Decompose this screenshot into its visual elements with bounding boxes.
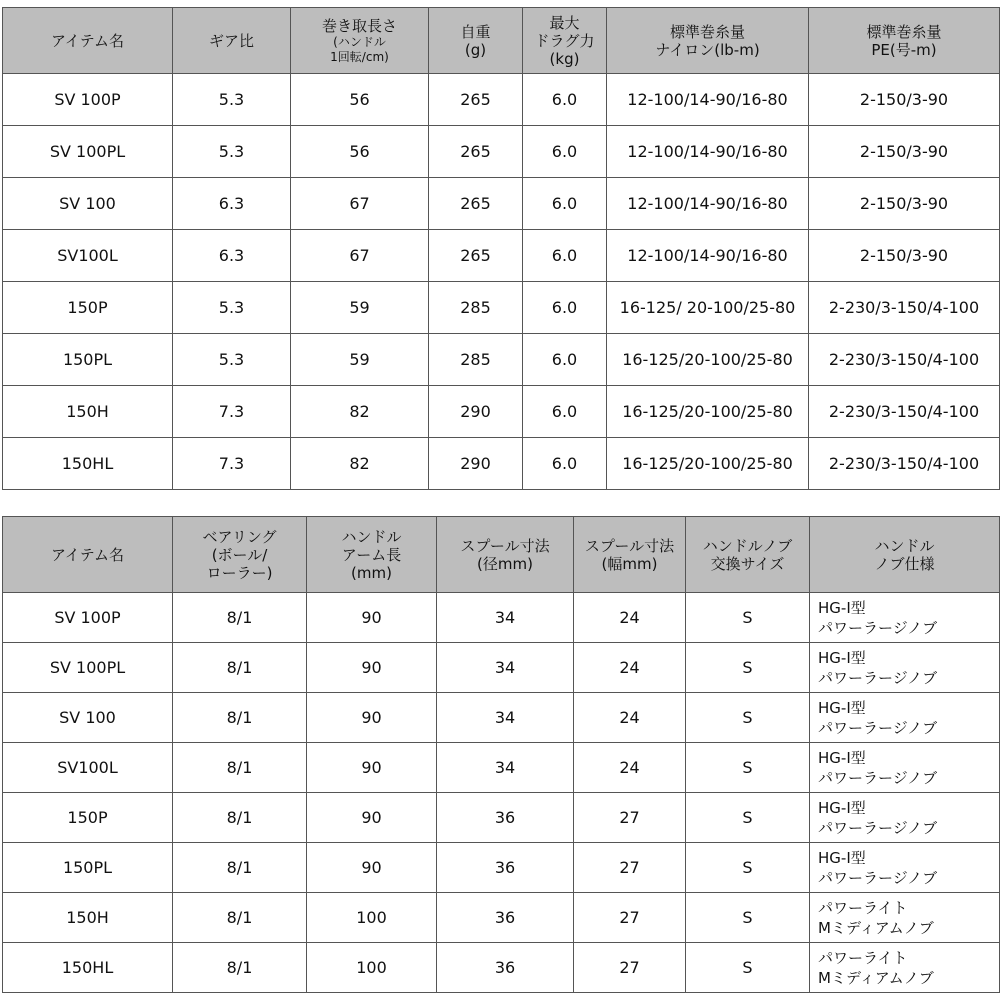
table-cell: 6.0 bbox=[523, 126, 607, 178]
table-cell: 150P bbox=[3, 793, 173, 843]
cell-line: パワーラージノブ bbox=[818, 768, 938, 787]
spec-table-1 bbox=[2, 7, 1000, 490]
header-line: スプール寸法 bbox=[460, 536, 550, 555]
table-cell: 12-100/14-90/16-80 bbox=[607, 230, 809, 282]
header-line: (mm) bbox=[351, 563, 392, 582]
column-header bbox=[291, 8, 429, 74]
column-header bbox=[173, 517, 307, 593]
table-cell: 67 bbox=[291, 178, 429, 230]
table-cell-knob bbox=[810, 793, 1000, 843]
table-cell: 6.0 bbox=[523, 74, 607, 126]
table-cell: 27 bbox=[574, 893, 686, 943]
table-cell: 34 bbox=[437, 693, 574, 743]
table-cell: 6.0 bbox=[523, 386, 607, 438]
table-cell: 59 bbox=[291, 334, 429, 386]
table-cell: 16-125/ 20-100/25-80 bbox=[607, 282, 809, 334]
table-cell: 6.0 bbox=[523, 438, 607, 490]
column-header bbox=[809, 8, 1000, 74]
table-cell: 16-125/20-100/25-80 bbox=[607, 334, 809, 386]
table-cell: 24 bbox=[574, 693, 686, 743]
table-cell: 36 bbox=[437, 893, 574, 943]
table-cell: 8/1 bbox=[173, 893, 307, 943]
table-cell: SV 100 bbox=[3, 178, 173, 230]
table-row bbox=[3, 126, 1000, 178]
table-cell: 5.3 bbox=[173, 334, 291, 386]
header-line: ナイロン(lb-m) bbox=[655, 40, 760, 59]
cell-line: パワーラージノブ bbox=[818, 668, 938, 687]
table-cell: 8/1 bbox=[173, 843, 307, 893]
column-header bbox=[437, 517, 574, 593]
header-line: 交換サイズ bbox=[710, 554, 785, 573]
cell-line: パワーラージノブ bbox=[818, 818, 938, 837]
column-header bbox=[173, 8, 291, 74]
table-cell: 12-100/14-90/16-80 bbox=[607, 178, 809, 230]
cell-line: HG-I型 bbox=[818, 648, 866, 667]
table-cell: 16-125/20-100/25-80 bbox=[607, 386, 809, 438]
header-line: (kg) bbox=[549, 49, 580, 68]
header-line: 標準巻糸量 bbox=[866, 22, 942, 41]
table-cell: 82 bbox=[291, 386, 429, 438]
table-row bbox=[3, 386, 1000, 438]
cell-line: Mミディアムノブ bbox=[818, 968, 934, 987]
table-cell: SV 100P bbox=[3, 593, 173, 643]
table-cell: 5.3 bbox=[173, 282, 291, 334]
spec-table-2 bbox=[2, 516, 1000, 993]
header-line: ノブ仕様 bbox=[874, 554, 935, 573]
table-cell: SV 100PL bbox=[3, 126, 173, 178]
table-cell-knob bbox=[810, 593, 1000, 643]
cell-line: HG-I型 bbox=[818, 748, 866, 767]
column-header bbox=[429, 8, 523, 74]
table-row bbox=[3, 334, 1000, 386]
table-cell: SV100L bbox=[3, 230, 173, 282]
table-cell: 2-150/3-90 bbox=[809, 74, 1000, 126]
cell-line: パワーラージノブ bbox=[818, 618, 938, 637]
column-header bbox=[523, 8, 607, 74]
table-cell-knob bbox=[810, 943, 1000, 993]
table-cell: S bbox=[686, 643, 810, 693]
table-cell: 7.3 bbox=[173, 438, 291, 490]
table-cell: 2-150/3-90 bbox=[809, 126, 1000, 178]
table-cell: 27 bbox=[574, 843, 686, 893]
header-line: 巻き取長さ bbox=[321, 16, 397, 35]
table-cell: 56 bbox=[291, 126, 429, 178]
table-cell: 27 bbox=[574, 793, 686, 843]
cell-line: パワーラージノブ bbox=[818, 868, 938, 887]
header-subline: (ハンドル bbox=[333, 34, 386, 49]
header-line: ハンドルノブ bbox=[702, 536, 793, 555]
table-cell: 34 bbox=[437, 643, 574, 693]
table-cell: 290 bbox=[429, 386, 523, 438]
header-line: 最大 bbox=[549, 13, 580, 32]
table-cell: 90 bbox=[307, 843, 437, 893]
header-line: アイテム名 bbox=[51, 545, 124, 564]
table-row bbox=[3, 893, 1000, 943]
table-cell: 8/1 bbox=[173, 593, 307, 643]
table-cell: 90 bbox=[307, 643, 437, 693]
table-cell: 2-150/3-90 bbox=[809, 178, 1000, 230]
cell-line: HG-I型 bbox=[818, 848, 866, 867]
table-cell: 265 bbox=[429, 126, 523, 178]
table-row bbox=[3, 743, 1000, 793]
table-cell: 24 bbox=[574, 593, 686, 643]
table-cell: 90 bbox=[307, 593, 437, 643]
table-cell: S bbox=[686, 843, 810, 893]
column-header bbox=[3, 8, 173, 74]
table-cell: 150PL bbox=[3, 843, 173, 893]
table-cell: 285 bbox=[429, 282, 523, 334]
header-line: スプール寸法 bbox=[584, 536, 675, 555]
table-row bbox=[3, 74, 1000, 126]
table-cell: 2-230/3-150/4-100 bbox=[809, 438, 1000, 490]
column-header bbox=[607, 8, 809, 74]
header-line: 自重 bbox=[460, 22, 491, 41]
table-cell: 285 bbox=[429, 334, 523, 386]
table-cell: 2-230/3-150/4-100 bbox=[809, 282, 1000, 334]
header-line: (g) bbox=[464, 40, 487, 59]
table-cell: 24 bbox=[574, 743, 686, 793]
table-row bbox=[3, 643, 1000, 693]
table-cell: 265 bbox=[429, 74, 523, 126]
table-cell: 16-125/20-100/25-80 bbox=[607, 438, 809, 490]
column-header bbox=[686, 517, 810, 593]
table-cell: 150HL bbox=[3, 438, 173, 490]
table2-body bbox=[3, 593, 1000, 993]
table-cell: 150P bbox=[3, 282, 173, 334]
table-cell: 8/1 bbox=[173, 743, 307, 793]
table-cell: 6.3 bbox=[173, 178, 291, 230]
table-cell: 290 bbox=[429, 438, 523, 490]
header-line: 標準巻糸量 bbox=[669, 22, 745, 41]
header-line: ベアリング bbox=[202, 527, 277, 546]
table-cell: 8/1 bbox=[173, 693, 307, 743]
header-line: ドラグ力 bbox=[534, 31, 595, 50]
table-cell: 36 bbox=[437, 793, 574, 843]
table-cell: 150H bbox=[3, 386, 173, 438]
table-cell: 90 bbox=[307, 793, 437, 843]
table-cell: 100 bbox=[307, 943, 437, 993]
table-cell: 36 bbox=[437, 943, 574, 993]
cell-line: HG-I型 bbox=[818, 598, 866, 617]
table-cell-knob bbox=[810, 693, 1000, 743]
table-cell: 6.3 bbox=[173, 230, 291, 282]
table-cell: 8/1 bbox=[173, 793, 307, 843]
table-cell: 27 bbox=[574, 943, 686, 993]
table-cell: 265 bbox=[429, 178, 523, 230]
header-line: (幅mm) bbox=[601, 554, 658, 573]
table-cell: 2-230/3-150/4-100 bbox=[809, 386, 1000, 438]
table-cell: 56 bbox=[291, 74, 429, 126]
table-cell: 5.3 bbox=[173, 74, 291, 126]
table-cell: SV 100PL bbox=[3, 643, 173, 693]
table-cell: 6.0 bbox=[523, 334, 607, 386]
table-cell: 82 bbox=[291, 438, 429, 490]
table-cell: 150H bbox=[3, 893, 173, 943]
column-header bbox=[574, 517, 686, 593]
table1-header-row bbox=[3, 8, 1000, 74]
cell-line: HG-I型 bbox=[818, 698, 866, 717]
table-cell: 90 bbox=[307, 743, 437, 793]
table-row bbox=[3, 943, 1000, 993]
cell-line: パワーラージノブ bbox=[818, 718, 938, 737]
table-cell: S bbox=[686, 693, 810, 743]
table-cell: 2-230/3-150/4-100 bbox=[809, 334, 1000, 386]
column-header bbox=[3, 517, 173, 593]
table-cell-knob bbox=[810, 843, 1000, 893]
header-line: ローラー) bbox=[206, 563, 273, 582]
table-row bbox=[3, 843, 1000, 893]
table-cell-knob bbox=[810, 743, 1000, 793]
table-cell: 7.3 bbox=[173, 386, 291, 438]
table-cell: 2-150/3-90 bbox=[809, 230, 1000, 282]
table-cell: S bbox=[686, 793, 810, 843]
table-row bbox=[3, 178, 1000, 230]
table-cell: 265 bbox=[429, 230, 523, 282]
table-cell: 100 bbox=[307, 893, 437, 943]
table-cell: SV100L bbox=[3, 743, 173, 793]
table-cell: 8/1 bbox=[173, 943, 307, 993]
header-line: アーム長 bbox=[341, 545, 402, 564]
header-subline: 1回転/cm) bbox=[330, 49, 389, 64]
header-line: ギア比 bbox=[208, 31, 254, 50]
table-cell: 34 bbox=[437, 743, 574, 793]
table-row bbox=[3, 282, 1000, 334]
header-line: (ボール/ bbox=[211, 545, 268, 564]
cell-line: パワーライト bbox=[818, 898, 908, 917]
table-cell: SV 100 bbox=[3, 693, 173, 743]
column-header bbox=[810, 517, 1000, 593]
header-line: アイテム名 bbox=[51, 31, 124, 50]
table-row bbox=[3, 230, 1000, 282]
column-header bbox=[307, 517, 437, 593]
table-cell: 6.0 bbox=[523, 282, 607, 334]
cell-line: Mミディアムノブ bbox=[818, 918, 934, 937]
header-line: ハンドル bbox=[341, 527, 402, 546]
table-cell: 24 bbox=[574, 643, 686, 693]
header-line: (径mm) bbox=[477, 554, 533, 573]
table-row bbox=[3, 593, 1000, 643]
table-cell: 12-100/14-90/16-80 bbox=[607, 126, 809, 178]
table-cell: 6.0 bbox=[523, 178, 607, 230]
table-cell-knob bbox=[810, 643, 1000, 693]
cell-line: パワーライト bbox=[818, 948, 908, 967]
table-cell: S bbox=[686, 593, 810, 643]
table-cell: S bbox=[686, 893, 810, 943]
table-cell: S bbox=[686, 743, 810, 793]
header-line: PE(号-m) bbox=[871, 40, 937, 59]
table-cell: 67 bbox=[291, 230, 429, 282]
cell-line: HG-I型 bbox=[818, 798, 866, 817]
table-cell-knob bbox=[810, 893, 1000, 943]
table-cell: 90 bbox=[307, 693, 437, 743]
table-cell: 36 bbox=[437, 843, 574, 893]
table2-header-row bbox=[3, 517, 1000, 593]
table-cell: 34 bbox=[437, 593, 574, 643]
table-cell: S bbox=[686, 943, 810, 993]
table-row bbox=[3, 438, 1000, 490]
table1-body bbox=[3, 74, 1000, 490]
table-row bbox=[3, 693, 1000, 743]
table-cell: 6.0 bbox=[523, 230, 607, 282]
table-row bbox=[3, 793, 1000, 843]
table-cell: 8/1 bbox=[173, 643, 307, 693]
table-cell: SV 100P bbox=[3, 74, 173, 126]
table-cell: 12-100/14-90/16-80 bbox=[607, 74, 809, 126]
header-line: ハンドル bbox=[874, 536, 935, 555]
table-cell: 150PL bbox=[3, 334, 173, 386]
table-cell: 150HL bbox=[3, 943, 173, 993]
table-cell: 5.3 bbox=[173, 126, 291, 178]
table-cell: 59 bbox=[291, 282, 429, 334]
